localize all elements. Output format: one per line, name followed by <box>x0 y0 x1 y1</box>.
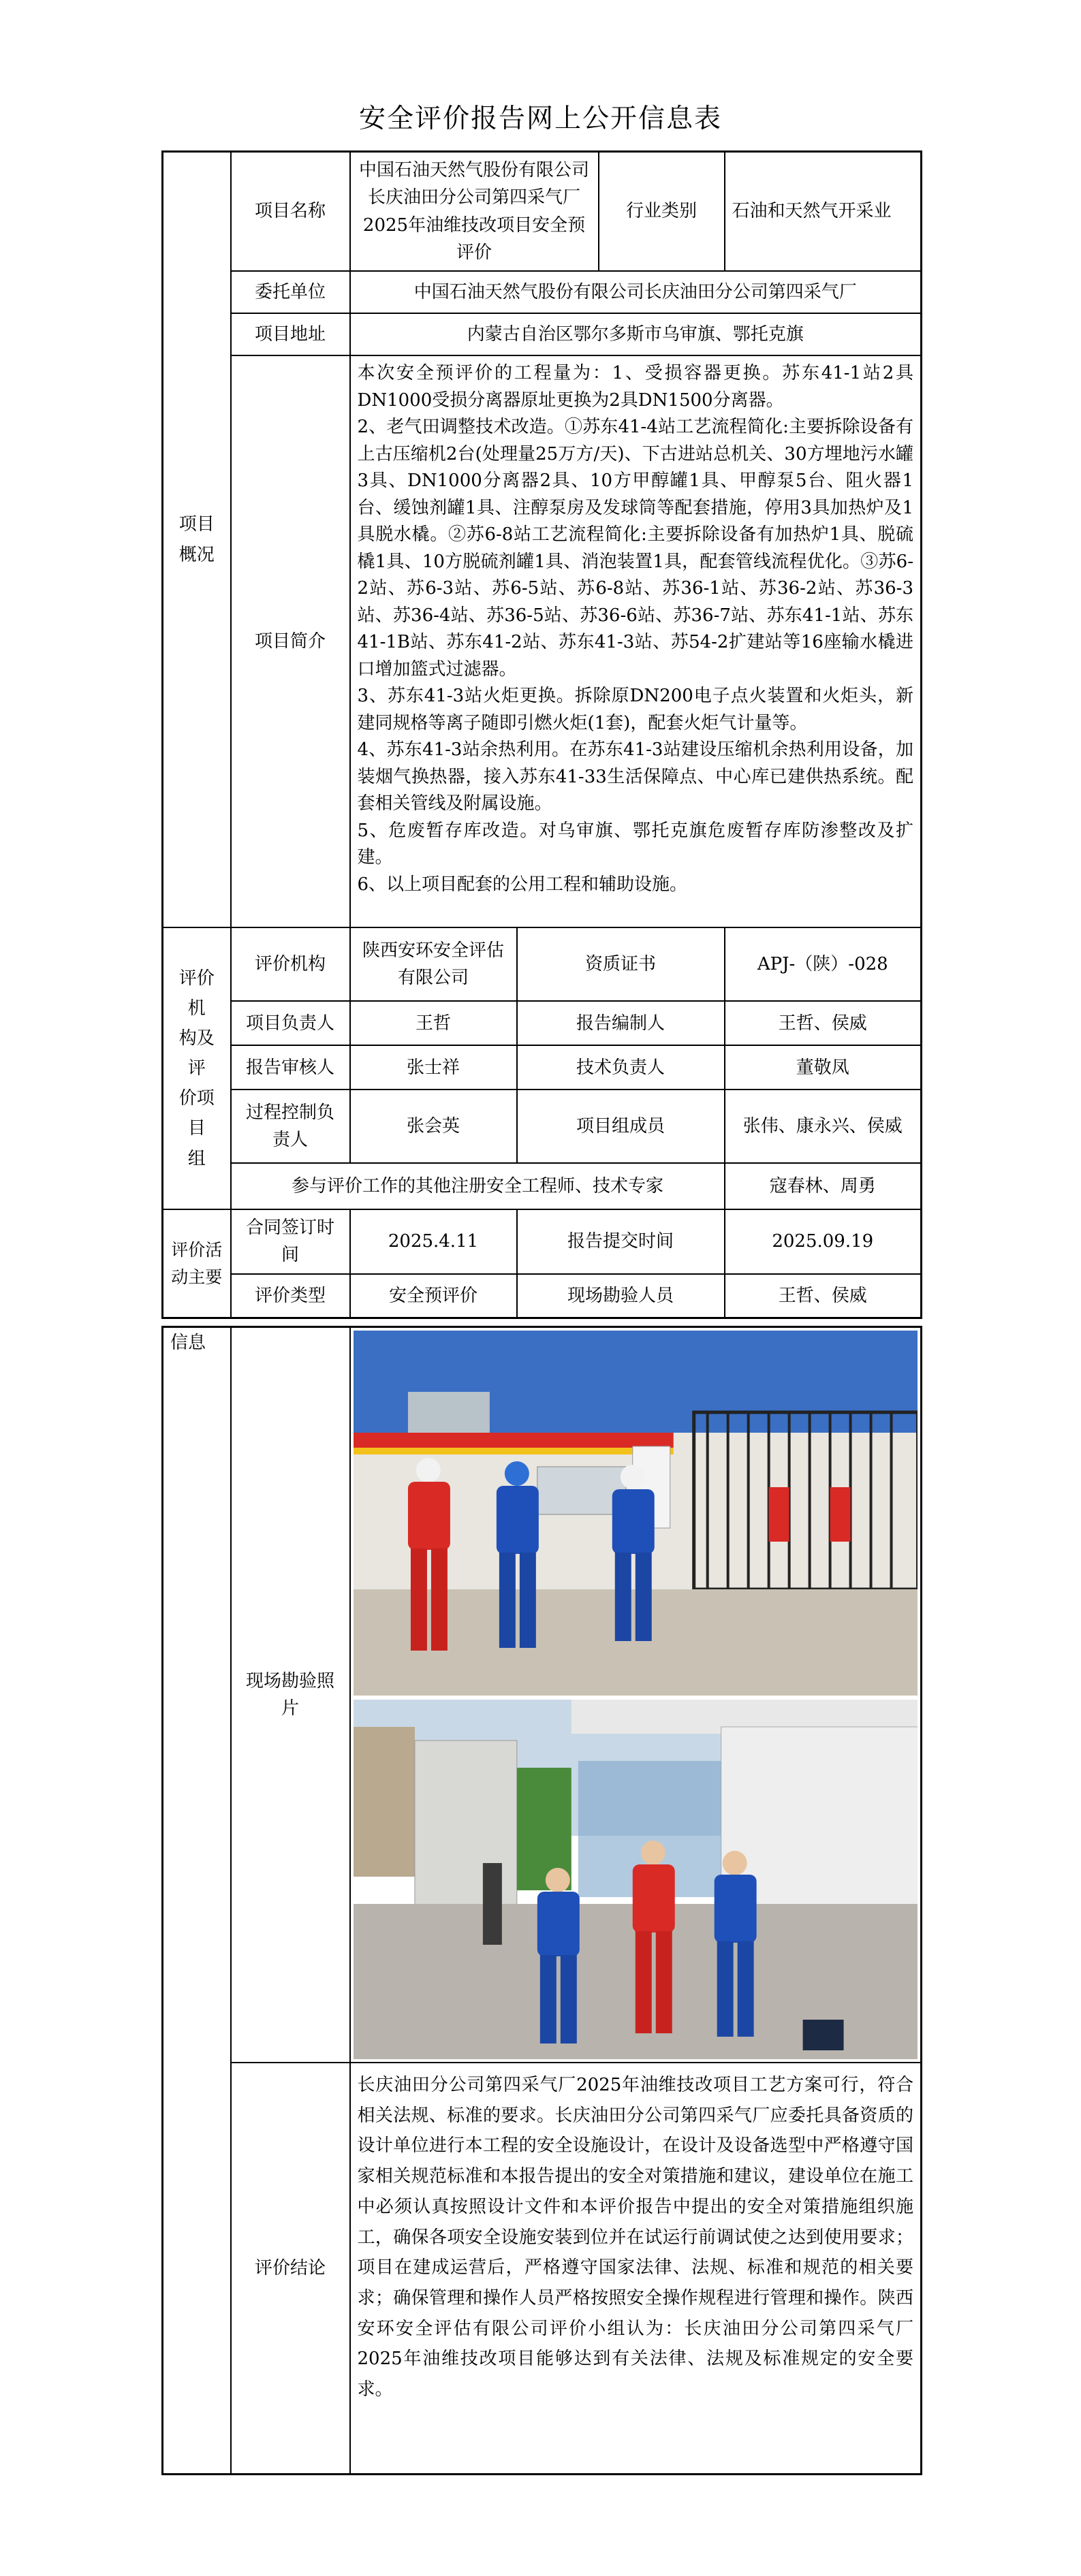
certificate-value: APJ-（陕）-028 <box>725 927 922 1001</box>
institution-label: 评价机构 <box>231 927 350 1001</box>
institution-value: 陕西安环安全评估有限公司 <box>350 927 517 1001</box>
process-label: 过程控制负责人 <box>231 1090 350 1163</box>
leader-label: 项目负责人 <box>231 1001 350 1045</box>
address-label: 项目地址 <box>231 313 350 355</box>
submit-label: 报告提交时间 <box>517 1209 725 1274</box>
industry-label: 行业类别 <box>599 152 725 272</box>
type-label: 评价类型 <box>231 1274 350 1318</box>
leader-value: 王哲 <box>350 1001 517 1045</box>
summary-value: 本次安全预评价的工程量为：1、受损容器更换。苏东41-1站2具DN1000受损分离器原址更换为2具DN1500分离器。 2、老气田调整技术改造。①苏东41-4站工艺流程简化:主要拆除设备有上古压缩机2台(处理量25万方/天)、下古进站总机关、30方埋地污水罐3具、DN1000分离器2具、10方甲醇罐1具、甲醇泵5台、阻火器1台、缓蚀剂罐1具、注醇泵房及发球筒等配套措施，停用3具加热炉及1具脱水橇。②苏6-8站工艺流程简化:主要拆除设备有加热炉1具、脱硫橇1具、10方脱硫剂罐1具、消泡装置1具，配套管线流程优化。③苏6-2站、苏6-3站、苏6-5站、苏6-8站、苏36-1站、苏36-2站、苏36-3站、苏36-4站、苏36-5站、苏36-6站、苏36-7站、苏东41-1站、苏东41-1B站、苏东41-2站、苏东41-3站、苏54-2扩建站等16座输水橇进口增加篮式过滤器。 3、苏东41-3站火炬更换。拆除原DN200电子点火装置和火炬头，新建同规格等离子随即引燃火炬(1套)，配套火炬气计量等。 4、苏东41-3站余热利用。在苏东41-3站建设压缩机余热利用设备，加装烟气换热器，接入苏东41-33生活保障点、中心库已建供热系统。配套相关管线及附属设施。 5、危废暂存库改造。对乌审旗、鄂托克旗危废暂存库防渗整改及扩建。 6、以上项目配套的公用工程和辅助设施。 <box>350 355 922 927</box>
contract-value: 2025.4.11 <box>350 1209 517 1274</box>
photos-label: 现场勘验照片 <box>231 1327 350 2063</box>
client-value: 中国石油天然气股份有限公司长庆油田分公司第四采气厂 <box>350 271 922 313</box>
writer-label: 报告编制人 <box>517 1001 725 1045</box>
members-value: 张伟、康永兴、侯威 <box>725 1090 922 1163</box>
survey-photo-2 <box>354 1700 918 2059</box>
survey-label: 现场勘验人员 <box>517 1274 725 1318</box>
conclusion-value: 长庆油田分公司第四采气厂2025年油维技改项目工艺方案可行，符合相关法规、标准的要求。长庆油田分公司第四采气厂应委托具备资质的设计单位进行本工程的安全设施设计，在设计及设备选型中严格遵守国家相关规范标准和本报告提出的安全对策措施和建议，建设单位在施工中必须认真按照设计文件和本评价报告中提出的安全对策措施组织施工，确保各项安全设施安装到位并在试运行前调试使之达到使用要求；项目在建成运营后，严格遵守国家法律、法规、标准和规范的相关要求；确保管理和操作人员严格按照安全操作规程进行管理和操作。陕西安环安全评估有限公司评价小组认为：长庆油田分公司第四采气厂2025年油维技改项目能够达到有关法律、法规及标准规定的安全要求。 <box>350 2063 922 2474</box>
survey-value: 王哲、侯威 <box>725 1274 922 1318</box>
survey-photo-2-image <box>354 1700 918 2059</box>
type-value: 安全预评价 <box>350 1274 517 1318</box>
industry-value: 石油和天然气开采业 <box>725 152 922 272</box>
tech-value: 董敬凤 <box>725 1045 922 1090</box>
summary-label: 项目简介 <box>231 355 350 927</box>
experts-label: 参与评价工作的其他注册安全工程师、技术专家 <box>231 1163 725 1209</box>
conclusion-label: 评价结论 <box>231 2063 350 2474</box>
activity-section-label: 评价活动主要 <box>163 1209 231 1318</box>
activity-section-label-cont: 信息 <box>163 1327 231 2475</box>
writer-value: 王哲、侯威 <box>725 1001 922 1045</box>
tech-label: 技术负责人 <box>517 1045 725 1090</box>
submit-value: 2025.09.19 <box>725 1209 922 1274</box>
process-value: 张会英 <box>350 1090 517 1163</box>
info-table-page1 <box>161 150 922 1319</box>
client-label: 委托单位 <box>231 271 350 313</box>
address-value: 内蒙古自治区鄂尔多斯市乌审旗、鄂托克旗 <box>350 313 922 355</box>
page-title: 安全评价报告网上公开信息表 <box>358 104 722 134</box>
survey-photos <box>350 1327 922 2063</box>
reviewer-value: 张士祥 <box>350 1045 517 1090</box>
project-name-label: 项目名称 <box>231 152 350 272</box>
reviewer-label: 报告审核人 <box>231 1045 350 1090</box>
survey-photo-1-image <box>354 1331 918 1696</box>
org-section-label: 评价机 构及评 价项目 组 <box>163 927 231 1209</box>
project-section-label: 项目 概况 <box>163 152 231 928</box>
experts-value: 寇春林、周勇 <box>725 1163 922 1209</box>
contract-label: 合同签订时间 <box>231 1209 350 1274</box>
survey-photo-1 <box>354 1331 918 1696</box>
info-table-page2 <box>161 1326 922 2475</box>
certificate-label: 资质证书 <box>517 927 725 1001</box>
members-label: 项目组成员 <box>517 1090 725 1163</box>
project-name-value: 中国石油天然气股份有限公司长庆油田分公司第四采气厂2025年油维技改项目安全预评价 <box>350 152 599 272</box>
